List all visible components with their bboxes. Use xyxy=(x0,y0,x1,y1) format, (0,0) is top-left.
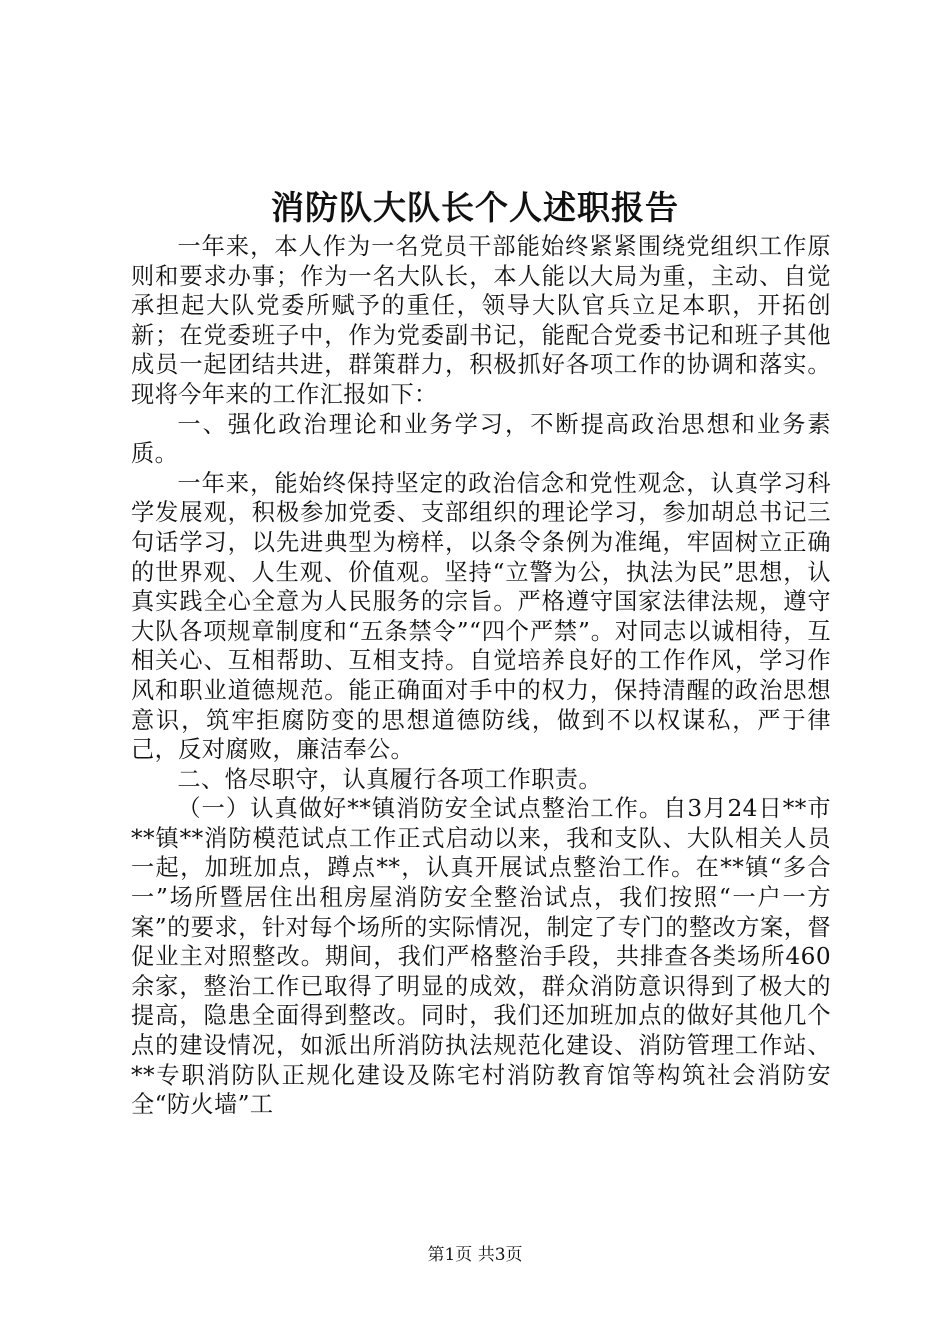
paragraph-intro: 一年来，本人作为一名党员干部能始终紧紧围绕党组织工作原则和要求办事；作为一名大队长，本人能以大局为重，主动、自觉承担起大队党委所赋予的重任，领导大队官兵立足本职，开拓创新；在党委班子中，作为党委副书记，能配合党委书记和班子其他成员一起团结共进，群策群力，积极抓好各项工作的协调和落实。现将今年来的工作汇报如下： xyxy=(131,233,831,408)
section-heading-2: 二、恪尽职守，认真履行各项工作职责。 xyxy=(177,765,602,793)
page-number-footer: 第1页 共3页 xyxy=(427,1245,523,1265)
document-body xyxy=(131,232,831,1120)
section-heading-1: 一、强化政治理论和业务学习，不断提高政治思想和业务素质。 xyxy=(131,410,831,468)
paragraph-section-2-item-1: （一）认真做好**镇消防安全试点整治工作。自3月24日**市**镇**消防模范试点工作正式启动以来，我和支队、大队相关人员一起，加班加点，蹲点**，认真开展试点整治工作。在**镇“多合一”场所暨居住出租房屋消防安全整治试点，我们按照“一户一方案”的要求，针对每个场所的实际情况，制定了专门的整改方案，督促业主对照整改。期间，我们严格整治手段，共排查各类场所460余家，整治工作已取得了明显的成效，群众消防意识得到了极大的提高，隐患全面得到整改。同时，我们还加班加点的做好其他几个点的建设情况，如派出所消防执法规范化建设、消防管理工作站、**专职消防队正规化建设及陈宅村消防教育馆等构筑社会消防安全“防火墙”工 xyxy=(131,795,831,1119)
document-title: 消防队大队长个人述职报告 xyxy=(271,188,679,227)
paragraph-section-1: 一年来，能始终保持坚定的政治信念和党性观念，认真学习科学发展观，积极参加党委、支部组织的理论学习，参加胡总书记三句话学习，以先进典型为榜样，以条令条例为准绳，牢固树立正确的世界观、人生观、价值观。坚持“立警为公，执法为民”思想，认真实践全心全意为人民服务的宗旨。严格遵守国家法律法规，遵守大队各项规章制度和“五条禁令”“四个严禁”。对同志以诚相待，互相关心、互相帮助、互相支持。自觉培养良好的工作作风，学习作风和职业道德规范。能正确面对手中的权力，保持清醒的政治思想意识，筑牢拒腐防变的思想道德防线，做到不以权谋私，严于律己，反对腐败，廉洁奉公。 xyxy=(131,469,831,764)
